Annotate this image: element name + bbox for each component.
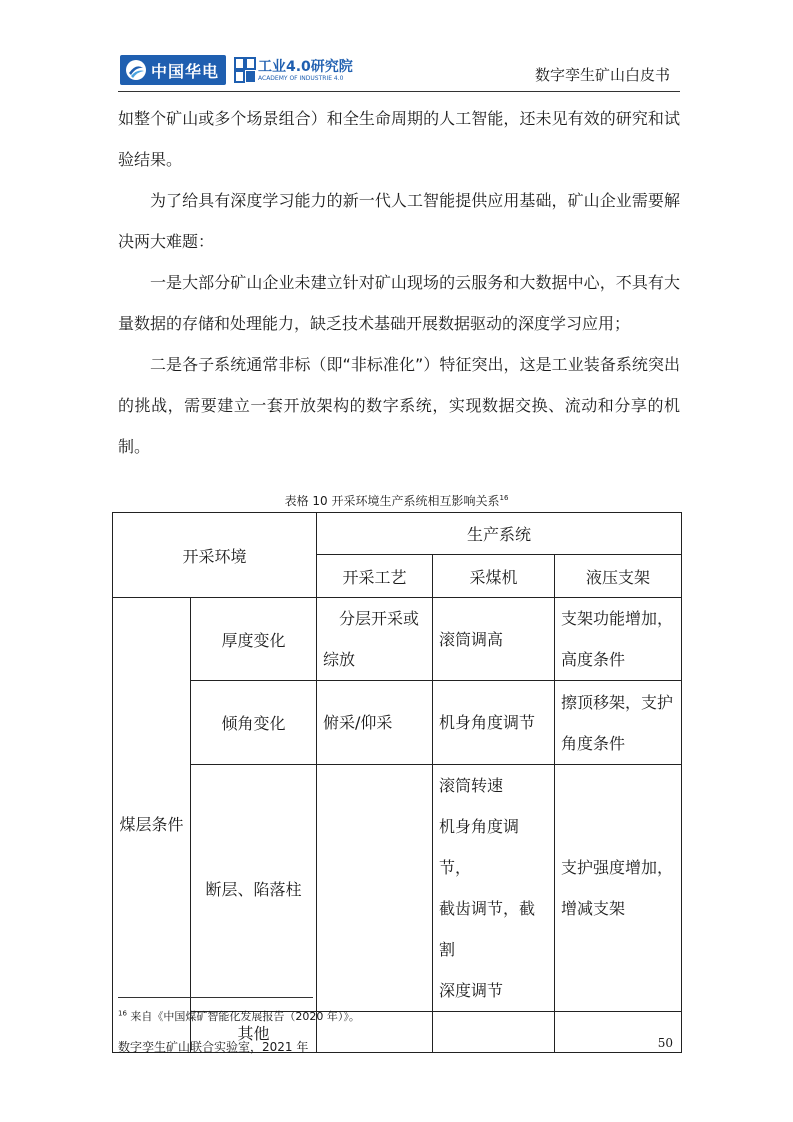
footer-source: 数字孪生矿山联合实验室，2021 年 bbox=[118, 1040, 309, 1054]
cell-text: 俯采/仰采 bbox=[323, 713, 393, 732]
table-row bbox=[113, 598, 682, 681]
shearer-line-1: 滚筒转速 bbox=[439, 776, 504, 795]
paragraph-4: 二是各子系统通常非标（即“非标准化”）特征突出，这是工业装备系统突出的挑战，需要建立一套开放架构的数字系统，实现数据交换、流动和分享的机制。 bbox=[118, 355, 680, 456]
cell-text: 支架功能增加，高度条件 bbox=[561, 609, 674, 669]
cell-text: 支护强度增加，增减支架 bbox=[561, 858, 674, 918]
group-label-cell bbox=[113, 598, 191, 1053]
footnote bbox=[118, 1008, 360, 1024]
table-row bbox=[113, 681, 682, 765]
footnote-ref: 16 bbox=[118, 1009, 127, 1018]
shearer-line-4: 深度调节 bbox=[439, 981, 504, 1000]
cell-dip-process bbox=[317, 681, 433, 765]
cell-thickness-shearer bbox=[433, 598, 555, 681]
impact-table bbox=[112, 512, 682, 1053]
cell-thickness-process bbox=[317, 598, 433, 681]
cell-dip-shearer bbox=[433, 681, 555, 765]
cell-fault-support bbox=[555, 765, 682, 1012]
table-caption bbox=[0, 492, 793, 509]
document-title: 数字孪生矿山白皮书 bbox=[534, 66, 670, 84]
cell-other-shearer bbox=[433, 1012, 555, 1053]
table-row bbox=[113, 765, 682, 1012]
cell-fault-shearer bbox=[433, 765, 555, 1012]
cell-text bbox=[433, 765, 554, 1011]
footnote-text: 来自《中国煤矿智能化发展报告（2020 年）》。 bbox=[130, 1010, 360, 1023]
col-header-shearer: 采煤机 bbox=[433, 555, 555, 598]
chd-logo bbox=[120, 55, 226, 85]
group-label: 煤层条件 bbox=[119, 815, 184, 834]
cell-fault-process bbox=[317, 765, 433, 1012]
cell-dip-support bbox=[555, 681, 682, 765]
col-header-process: 开采工艺 bbox=[317, 555, 433, 598]
cell-text: 机身角度调节 bbox=[439, 713, 536, 732]
cell-text: 擦顶移架，支护角度条件 bbox=[561, 692, 674, 753]
env-header: 开采环境 bbox=[182, 546, 247, 566]
table-caption-ref: 16 bbox=[499, 494, 509, 502]
prod-header: 生产系统 bbox=[467, 525, 532, 544]
paragraph-2: 为了给具有深度学习能力的新一代人工智能提供应用基础，矿山企业需要解决两大难题： bbox=[118, 191, 680, 251]
table-caption-text: 表格 10 开采环境生产系统相互影响关系 bbox=[284, 494, 500, 508]
env-header-cell bbox=[113, 513, 317, 598]
row-label-other: 其他 bbox=[191, 1012, 317, 1053]
row-label-fault: 断层、陷落柱 bbox=[191, 765, 317, 1012]
academy-logo-text: 工业4.0研究院 bbox=[258, 59, 353, 75]
cell-thickness-support bbox=[555, 598, 682, 681]
paragraph-3: 一是大部分矿山企业未建立针对矿山现场的云服务和大数据中心，不具有大量数据的存储和处理能力，缺乏技术基础开展数据驱动的深度学习应用； bbox=[118, 273, 680, 333]
shearer-line-3: 截齿调节，截割 bbox=[439, 899, 536, 959]
chd-logo-icon bbox=[125, 59, 147, 81]
prod-header-cell bbox=[317, 513, 682, 555]
academy-logo-icon bbox=[234, 57, 256, 83]
cell-text: 分层开采或综放 bbox=[323, 609, 420, 669]
page-number: 50 bbox=[657, 1036, 673, 1050]
row-label-dip: 倾角变化 bbox=[191, 681, 317, 765]
academy-logo-subtext: ACADEMY OF INDUSTRIE 4.0 bbox=[258, 75, 344, 82]
chd-logo-text: 中国华电 bbox=[151, 61, 220, 81]
col-header-support: 液压支架 bbox=[555, 555, 682, 598]
header-divider bbox=[118, 91, 680, 92]
body-text bbox=[118, 98, 680, 467]
cell-text: 滚筒调高 bbox=[439, 629, 504, 649]
shearer-line-2: 机身角度调节， bbox=[439, 817, 520, 877]
paragraph-1: 如整个矿山或多个场景组合）和全生命周期的人工智能，还未见有效的研究和试验结果。 bbox=[118, 109, 680, 169]
academy-logo bbox=[234, 55, 353, 85]
footnote-divider bbox=[118, 997, 313, 998]
table-header-row bbox=[113, 513, 682, 555]
row-label-thickness: 厚度变化 bbox=[191, 598, 317, 681]
page-header bbox=[118, 52, 680, 90]
